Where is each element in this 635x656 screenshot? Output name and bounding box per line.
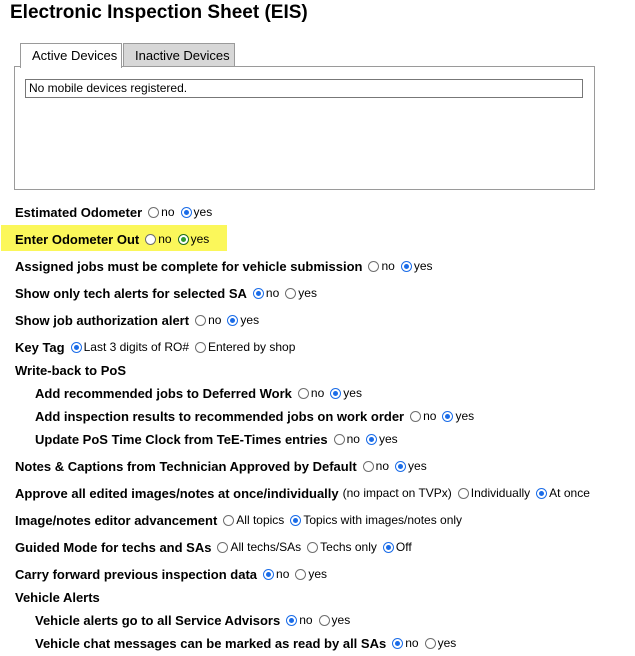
radio-button[interactable] [285,288,296,299]
radio-button-selected[interactable] [366,434,377,445]
radio-option-last-3-digits[interactable]: Last 3 digits of RO# [71,340,189,354]
setting-deferred-work [35,384,362,402]
radio-option-individually[interactable]: Individually [458,486,530,500]
setting-time-clock [35,430,398,448]
radio-option-yes[interactable]: yes [178,232,210,246]
radio-option-no[interactable]: no [334,432,360,446]
setting-chat-read [35,634,456,652]
setting-alerts-all-sa [35,611,350,629]
setting-estimated-odometer [15,203,212,221]
setting-label: Notes & Captions from Technician Approved by Default [15,458,357,474]
radio-option-no[interactable]: no [410,409,436,423]
setting-label: Guided Mode for techs and SAs [15,539,212,555]
setting-enter-odometer-out [15,230,209,248]
setting-label: Approve all edited images/notes at once/individually [15,485,339,501]
radio-option-entered-by-shop[interactable]: Entered by shop [195,340,295,354]
radio-button-selected[interactable] [286,615,297,626]
setting-label: Update PoS Time Clock from TeE-Times entries [35,431,328,447]
setting-label: Enter Odometer Out [15,231,140,247]
radio-option-no[interactable]: no [253,286,279,300]
radio-option-no[interactable]: no [392,636,418,650]
radio-option-yes[interactable]: yes [319,613,351,627]
setting-note: (no impact on TVPx) [342,486,452,500]
radio-button-selected[interactable] [290,515,301,526]
radio-button-selected[interactable] [401,261,412,272]
radio-option-yes[interactable]: yes [295,567,327,581]
radio-option-yes[interactable]: yes [442,409,474,423]
radio-option-yes[interactable]: yes [181,205,213,219]
radio-option-no[interactable]: no [286,613,312,627]
radio-button[interactable] [148,207,159,218]
radio-button-selected[interactable] [392,638,403,649]
radio-option-yes[interactable]: yes [330,386,362,400]
radio-button-selected[interactable] [536,488,547,499]
radio-button[interactable] [458,488,469,499]
setting-editor-advancement [15,511,462,529]
devices-message: No mobile devices registered. [25,79,583,98]
tab-active-devices[interactable]: Active Devices [20,43,122,68]
radio-button[interactable] [195,342,206,353]
setting-label: Vehicle chat messages can be marked as read by all SAs [35,635,387,651]
setting-approve-images [15,484,590,502]
radio-option-yes[interactable]: yes [285,286,317,300]
setting-label: Image/notes editor advancement [15,512,218,528]
radio-option-off[interactable]: Off [383,540,412,554]
radio-option-no[interactable]: no [195,313,221,327]
setting-label: Carry forward previous inspection data [15,566,258,582]
radio-option-yes[interactable]: yes [366,432,398,446]
radio-button-selected[interactable] [330,388,341,399]
page-title: Electronic Inspection Sheet (EIS) [10,2,308,23]
radio-option-all-techs-sas[interactable]: All techs/SAs [217,540,301,554]
setting-label: Key Tag [15,339,65,355]
setting-key-tag [15,338,295,356]
radio-button-selected[interactable] [178,234,189,245]
tab-inactive-devices[interactable]: Inactive Devices [123,43,235,67]
radio-button-selected[interactable] [263,569,274,580]
radio-option-no[interactable]: no [368,259,394,273]
setting-job-auth-alert [15,311,259,329]
radio-button[interactable] [295,569,306,580]
setting-label: Vehicle alerts go to all Service Advisors [35,612,281,628]
setting-label: Estimated Odometer [15,204,143,220]
radio-option-all-topics[interactable]: All topics [223,513,284,527]
radio-button[interactable] [410,411,421,422]
radio-button[interactable] [363,461,374,472]
radio-button[interactable] [319,615,330,626]
radio-button[interactable] [223,515,234,526]
radio-button-selected[interactable] [395,461,406,472]
setting-label: Show job authorization alert [15,312,190,328]
setting-inspection-results [35,407,474,425]
section-heading-vehicle-alerts: Vehicle Alerts [15,589,100,605]
radio-button-selected[interactable] [181,207,192,218]
setting-tech-alerts [15,284,317,302]
radio-option-no[interactable]: no [298,386,324,400]
setting-label: Add recommended jobs to Deferred Work [35,385,292,401]
radio-button[interactable] [334,434,345,445]
radio-option-yes[interactable]: yes [227,313,259,327]
radio-button[interactable] [298,388,309,399]
radio-option-topics-with-images[interactable]: Topics with images/notes only [290,513,462,527]
radio-option-at-once[interactable]: At once [536,486,590,500]
radio-button[interactable] [195,315,206,326]
radio-option-techs-only[interactable]: Techs only [307,540,377,554]
radio-option-no[interactable]: no [145,232,171,246]
radio-option-yes[interactable]: yes [401,259,433,273]
setting-label: Assigned jobs must be complete for vehicle submission [15,258,363,274]
radio-option-no[interactable]: no [148,205,174,219]
setting-guided-mode [15,538,412,556]
radio-option-no[interactable]: no [263,567,289,581]
setting-label: Add inspection results to recommended jobs on work order [35,408,405,424]
radio-option-yes[interactable]: yes [425,636,457,650]
setting-assigned-jobs [15,257,433,275]
section-heading-write-back: Write-back to PoS [15,362,127,378]
radio-button-selected[interactable] [71,342,82,353]
radio-button-selected[interactable] [383,542,394,553]
radio-button[interactable] [307,542,318,553]
radio-button[interactable] [217,542,228,553]
radio-option-no[interactable]: no [363,459,389,473]
setting-label: Show only tech alerts for selected SA [15,285,247,301]
radio-button-selected[interactable] [442,411,453,422]
setting-carry-forward [15,565,327,583]
radio-option-yes[interactable]: yes [395,459,427,473]
setting-notes-captions [15,457,427,475]
radio-button[interactable] [145,234,156,245]
radio-button-selected[interactable] [227,315,238,326]
radio-button[interactable] [425,638,436,649]
radio-button[interactable] [368,261,379,272]
radio-button-selected[interactable] [253,288,264,299]
